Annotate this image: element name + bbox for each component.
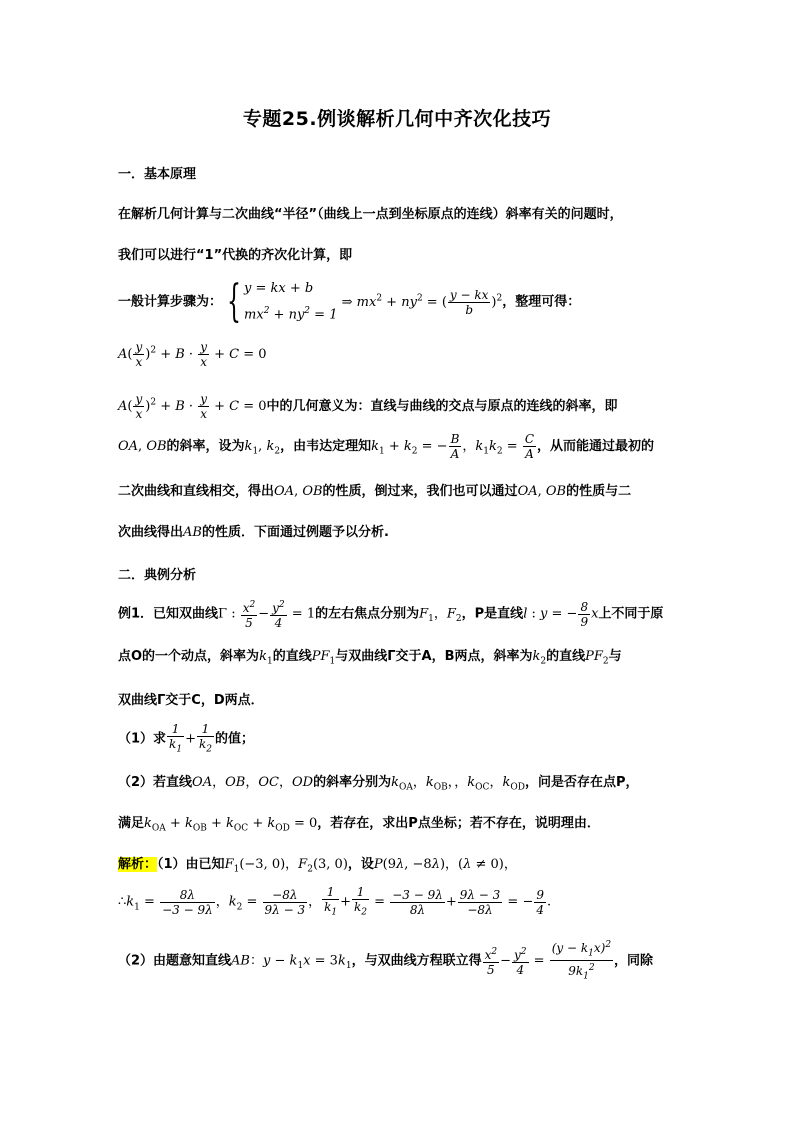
equation-system: y = kx + b $mx^2 + ny^2 = 1$ [244, 281, 338, 323]
text-run: （2）由题意知直线 [118, 953, 232, 969]
text-run: ，同除 [614, 953, 654, 969]
paragraph-line: 二次曲线和直线相交，得出OA, OB的性质，倒过来，我们也可以通过OA, OB的性质与二 [118, 484, 632, 499]
text-run: 次曲线得出 [118, 525, 184, 540]
brace-symbol: { [227, 276, 242, 328]
text-run: （1）求 [118, 731, 167, 747]
text-run: ，设 [347, 857, 374, 872]
section-heading-basic: 一．基本原理 [118, 167, 197, 182]
paragraph-line: 次曲线得出AB的性质．下面通过例题予以分析. [118, 525, 389, 540]
fraction: $\frac{y - kx}{b}$ [449, 287, 489, 317]
text-run: 与双曲线Γ交于A，B两点，斜率为 [335, 649, 533, 664]
text-run: 的斜率，设为 [166, 439, 245, 454]
solution-line: 解析：（1）由已知$F_1(-3$, 0)，$F_2(3$, 0)，设P(9λ, −8λ)，(λ ≠ 0)， [118, 857, 517, 875]
text-run: 的左右焦点分别为 [315, 606, 420, 622]
page-title: 专题25.例谈解析几何中齐次化技巧 [242, 108, 552, 130]
text-run: 的直线 [546, 649, 586, 664]
text-run: ，与双曲线方程联立得 [351, 953, 482, 969]
solution-label: 解析： [118, 857, 158, 872]
text-run: ，由韦达定理知 [280, 439, 372, 454]
section-heading-examples: 二．典例分析 [118, 568, 197, 583]
example-line: 点O的一个动点，斜率为$k_1$的直线$PF_1$与双曲线Γ交于A，B两点，斜率为$k_2$的直线$PF_2$与 [118, 649, 622, 667]
formula-tail: )$^2$ [491, 293, 503, 310]
question-2-cont: 满足$k_{OA} + k_{OB} + k_{OC} + k_{OD} = 0$，若存在，求出P点坐标；若不存在，说明理由． [118, 816, 600, 834]
text-run: 满足 [118, 816, 145, 831]
text-run: ，若存在，求出P点坐标；若不存在，说明理由． [317, 816, 600, 831]
text-run: 点O的一个动点，斜率为 [118, 649, 260, 664]
steps-prefix: 一般计算步骤为： [118, 294, 223, 310]
text-run: 的值； [214, 731, 254, 747]
text-run: 的性质，倒过来，我们也可以通过 [322, 484, 518, 499]
solution-line: （2）由题意知直线AB：$y - k_1x = 3k_1$，与双曲线方程联立得 $\frac{x^2}{5}$ − $\frac{y^2}{4}$ = $\frac{(y - k_1x)^2}{9k_1^2}$ ，同除 [118, 940, 654, 982]
paragraph-line: 在解析几何计算与二次曲线“半径”（曲线上一点到坐标原点的连线）斜率有关的问题时， [118, 207, 623, 222]
steps-suffix: ，整理可得： [502, 294, 581, 310]
text-run: 中的几何意义为：直线与曲线的交点与原点的连线的斜率，即 [266, 399, 618, 414]
solution-formula: $\therefore k_1$ = $\frac{8\lambda}{-3 - 9\lambda}$ ，$k_2$ = $\frac{-8\lambda}{9\lambda - 3}$ ， $\frac{1}{k_1}$ + $\frac{1}{k_2}$ = $\frac{-3 - 9\lambda}{8\lambda}$ + $\frac{9\lambda - 3}{-8\lambda}$ = − $\frac{9}{4}$ . [118, 885, 552, 918]
text-run: 的性质．下面通过例题予以分析. [201, 525, 389, 540]
text-run: 的直线 [272, 649, 312, 664]
formula-line: A( $\frac{y}{x}$ )$^2$ + B · $\frac{y}{x}$ + C = 0 [118, 340, 267, 369]
text-run: ，从而能通过最初的 [537, 439, 655, 454]
example-line: 例1．已知双曲线Γ : $\frac{x^2}{5}$ − $\frac{y^2}{4}$ = 1的左右焦点分别为$F_1$，$F_2$，P是直线l : y = − $\frac{8}{9}$ x上不同于原 [118, 599, 664, 630]
text-run: ，P是直线 [461, 606, 524, 622]
text-run: ，问是否存在点P， [524, 775, 639, 790]
text-run: 例1．已知双曲线 [118, 606, 219, 622]
text-run: （1）由已知 [157, 857, 225, 872]
text-run: （2）若直线 [118, 775, 193, 790]
text-run: 二次曲线和直线相交，得出 [118, 484, 275, 499]
text-run: 的斜率分别为 [313, 775, 392, 790]
paragraph-line: A( $\frac{y}{x}$ )$^2$ + B · $\frac{y}{x}$ + C = 0中的几何意义为：直线与曲线的交点与原点的连线的斜率，即 [118, 392, 618, 421]
example-line: 双曲线Γ交于C，D两点． [118, 693, 264, 708]
paragraph-line: 我们可以进行“1”代换的齐次化计算，即 [118, 248, 353, 263]
implies-formula: ⇒ $mx^2 + ny^2$ = ( [337, 293, 447, 310]
text-run: 的性质与二 [566, 484, 632, 499]
question-1: （1）求 $\frac{1}{k_1}$ + $\frac{1}{k_2}$ 的值； [118, 722, 254, 755]
text-run: 上不同于原 [598, 606, 664, 622]
text-run: 与 [608, 649, 622, 664]
paragraph-line: OA, OB的斜率，设为$k_1$, $k_2$，由韦达定理知$k_1 + k_2$ = − $\frac{B}{A}$ ，$k_1k_2$ = $\frac{C}{A}$ ，从而能通过最初的 [118, 432, 655, 461]
paragraph-steps [118, 278, 580, 326]
question-2: （2）若直线OA，OB，OC，OD的斜率分别为$k_{OA}$，$k_{OB}$，，$k_{OC}$，$k_{OD}$，问是否存在点P， [118, 775, 639, 793]
